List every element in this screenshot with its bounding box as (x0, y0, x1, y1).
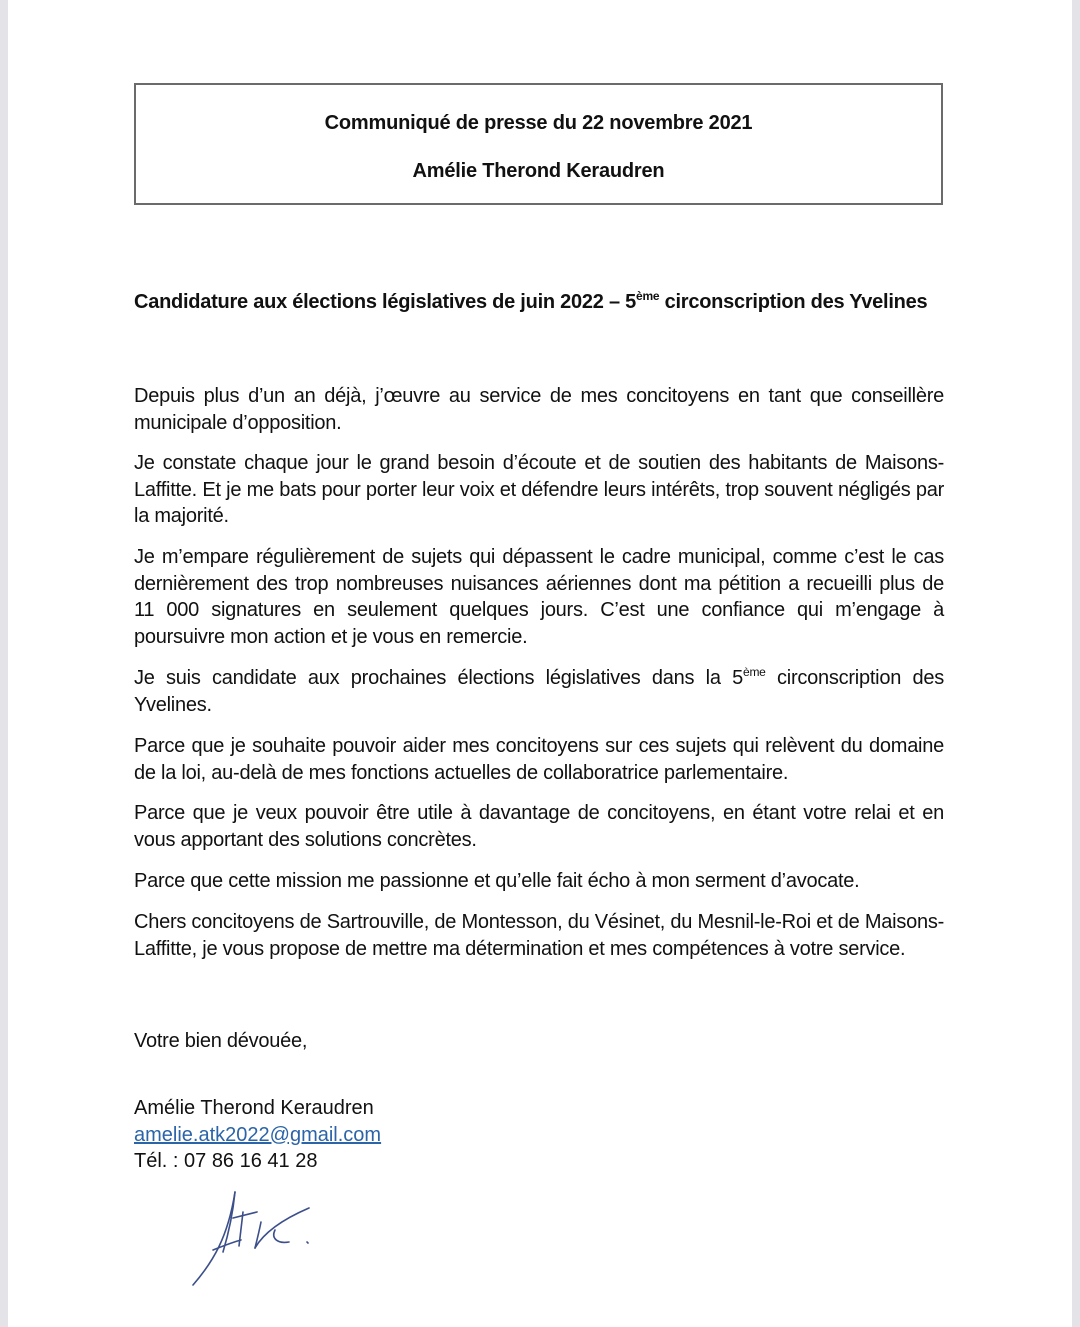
author-name-header: Amélie Therond Keraudren (412, 160, 665, 182)
closing-salutation: Votre bien dévouée, (134, 1030, 308, 1052)
document-page (8, 0, 1072, 1327)
paragraph-4-part2: circonscription des Yvelines. (134, 667, 944, 716)
subject-superscript: ème (636, 289, 660, 303)
subject-text-part2: circonscription des Yvelines (659, 291, 928, 313)
email-link[interactable]: amelie.atk2022@gmail.com (134, 1123, 382, 1146)
press-release-title: Communiqué de presse du 22 novembre 2021 (324, 112, 753, 134)
phone-number: Tél. : 07 86 16 41 28 (134, 1150, 318, 1172)
handwritten-signature-icon (183, 1182, 343, 1292)
paragraph-8: Chers concitoyens de Sartrouville, de Montesson, du Vésinet, du Mesnil-le-Roi et de Maisons-Laffitte, je vous propose de mettre ma détermination et mes compétences à votre service. (134, 911, 944, 960)
paragraph-4-superscript: ème (743, 665, 766, 679)
paragraph-2: Je constate chaque jour le grand besoin d’écoute et de soutien des habitants de Maisons-Laffitte. Et je me bats pour porter leur voix et défendre leurs intérêts, trop souvent négligés par la majorité. (134, 452, 944, 527)
press-release-header-box (134, 83, 943, 205)
signature-block (134, 1095, 381, 1175)
subject-line (134, 289, 944, 316)
paragraph-4 (134, 665, 944, 718)
paragraph-6: Parce que je veux pouvoir être utile à davantage de concitoyens, en étant votre relai et en vous apportant des solutions concrètes. (134, 802, 944, 851)
paragraph-7: Parce que cette mission me passionne et qu’elle fait écho à mon serment d’avocate. (134, 870, 860, 892)
paragraph-5: Parce que je souhaite pouvoir aider mes concitoyens sur ces sujets qui relèvent du domaine de la loi, au-delà de mes fonctions actuelles de collaboratrice parlementaire. (134, 735, 944, 784)
paragraph-4-part1: Je suis candidate aux prochaines élections législatives dans la 5 (134, 667, 744, 689)
paragraph-3: Je m’empare régulièrement de sujets qui dépassent le cadre municipal, comme c’est le cas dernièrement des trop nombreuses nuisances aériennes dont ma pétition a recueilli plus de 11 000 signatures en seulement quelques jours. C’est une confiance qui m’engage à poursuivre mon action et je vous en remercie. (134, 546, 944, 648)
subject-text-part1: Candidature aux élections législatives de juin 2022 – 5 (134, 291, 637, 313)
paragraph-1: Depuis plus d’un an déjà, j’œuvre au service de mes concitoyens en tant que conseillère municipale d’opposition. (134, 385, 944, 434)
signatory-name: Amélie Therond Keraudren (134, 1097, 374, 1119)
